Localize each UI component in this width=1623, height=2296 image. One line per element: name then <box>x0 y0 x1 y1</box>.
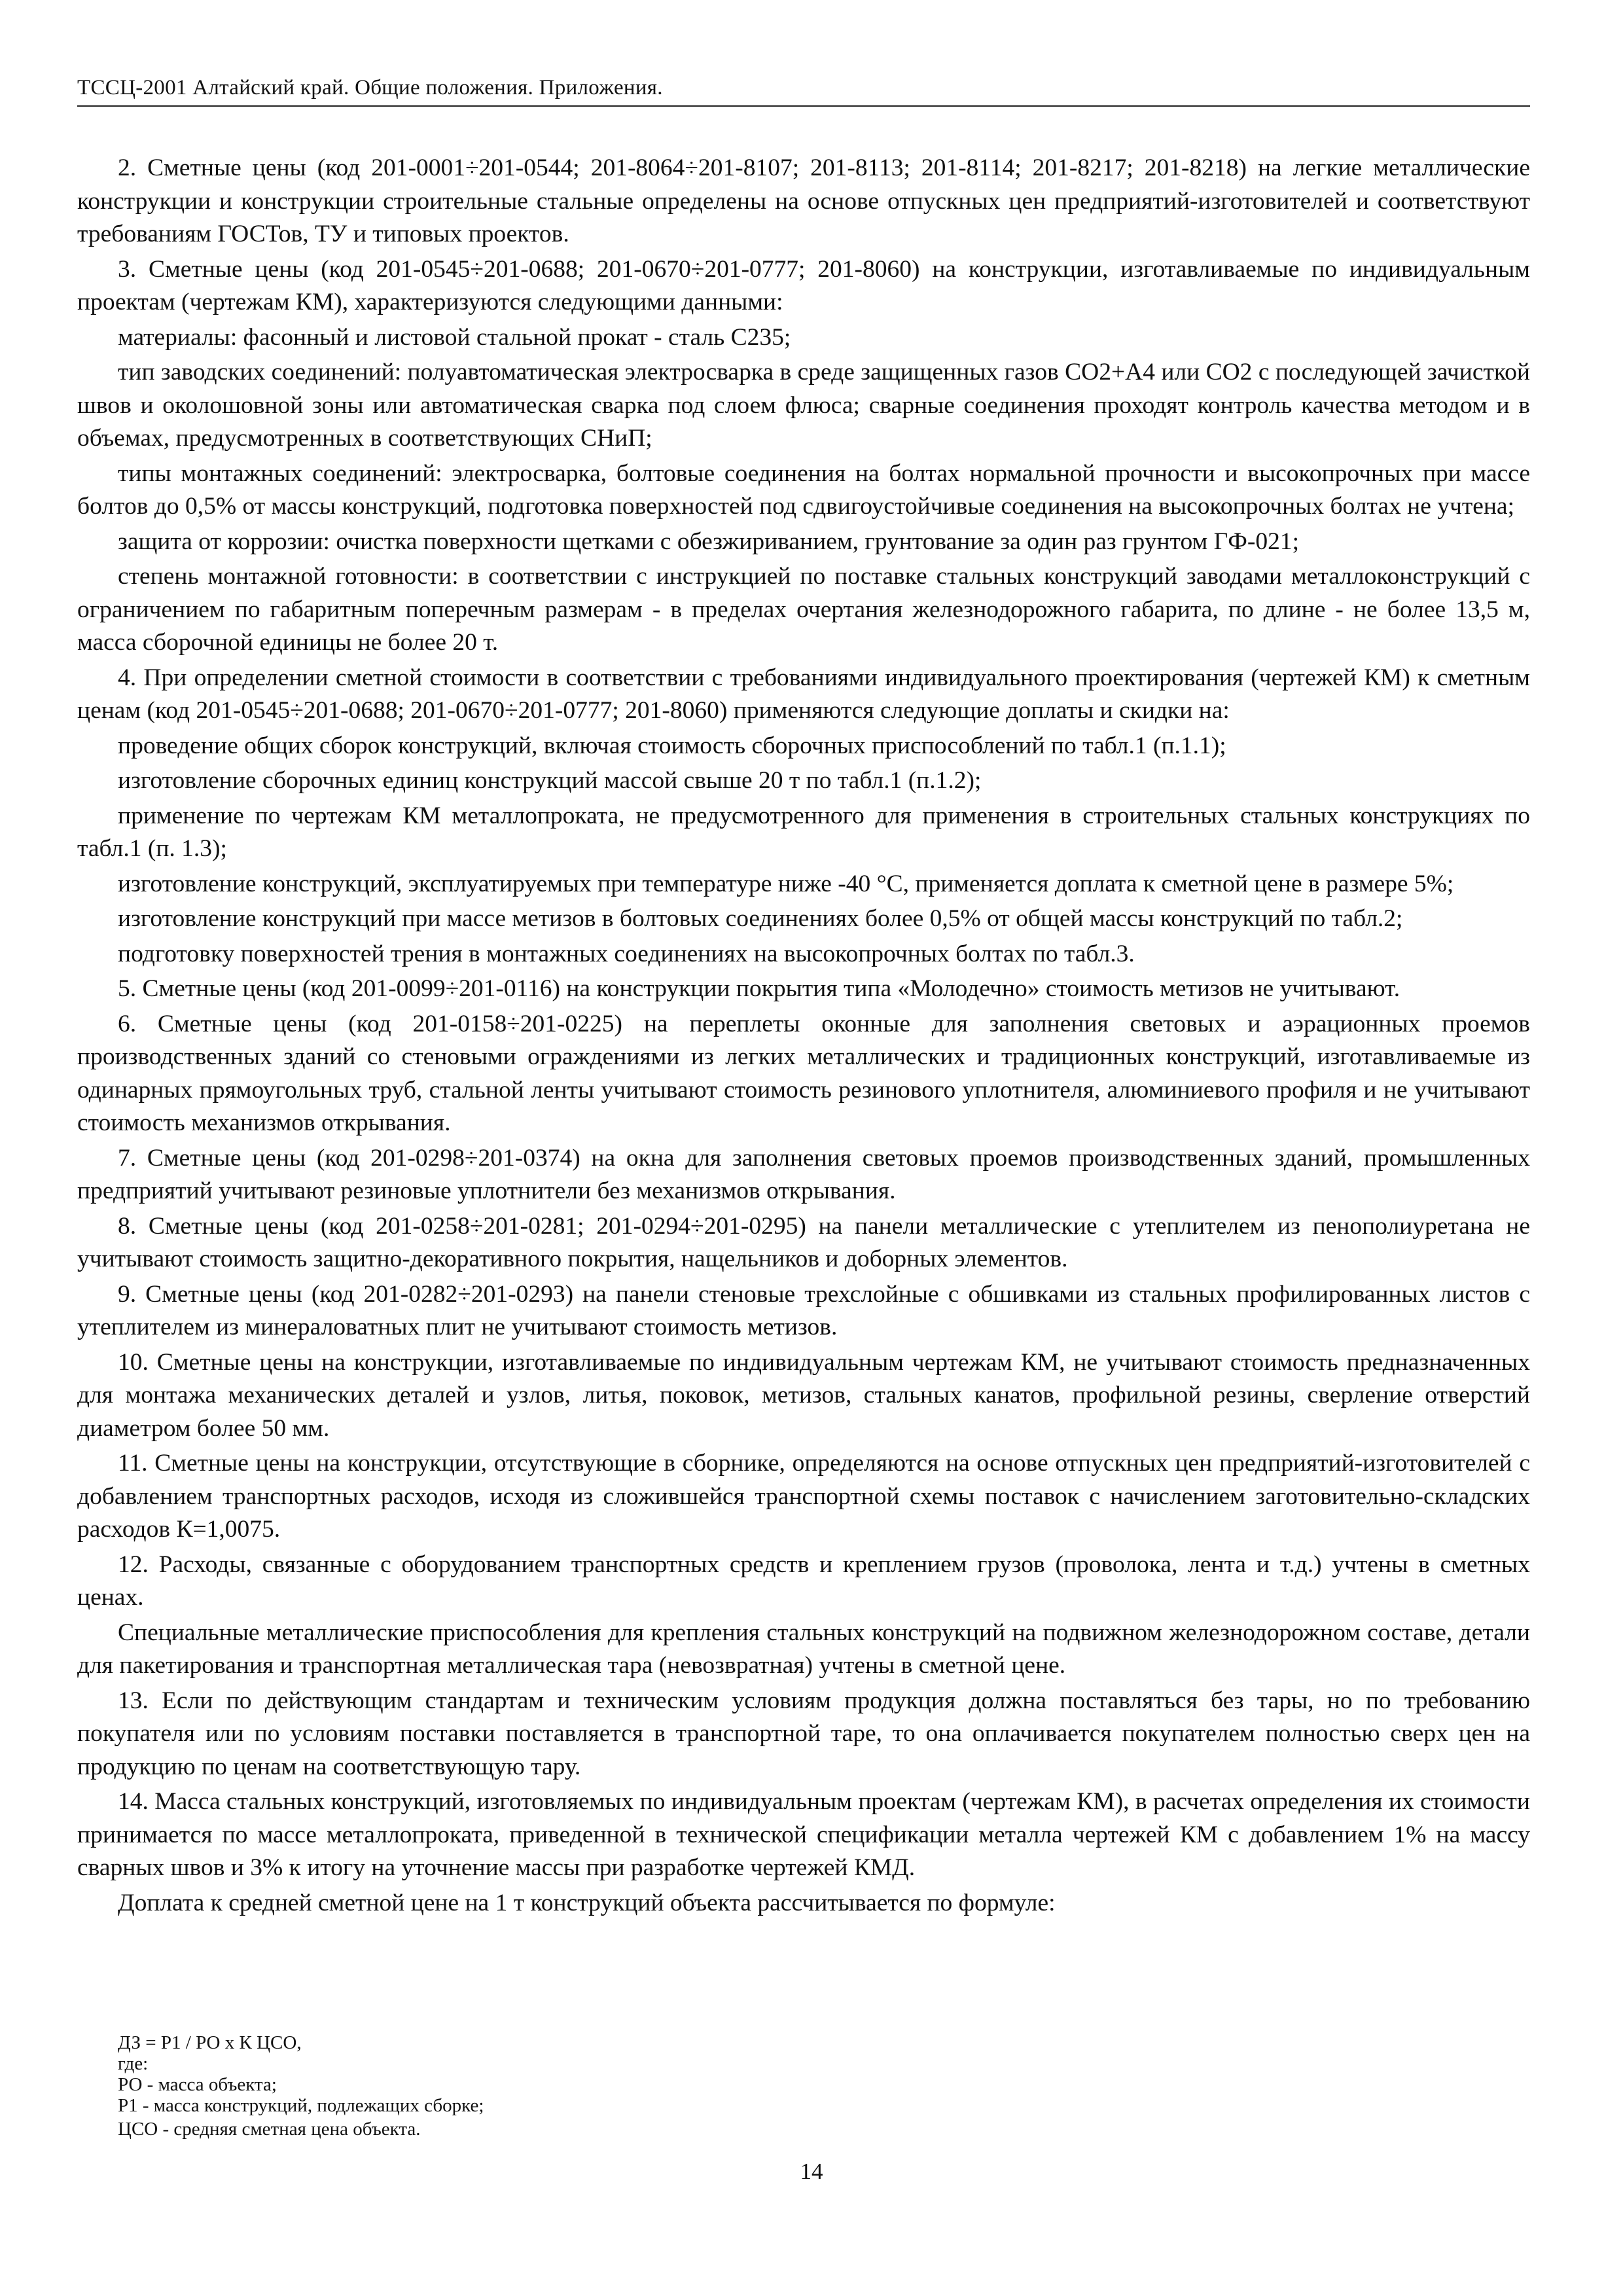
paragraph: 13. Если по действующим стандартам и техническим условиям продукция должна поставляться без тары, но по требованию покупателя или по условиям поставки поставляется в транспортной таре, то она оплачивается покупателем полностью сверх цен на продукцию по ценам на соответствующую тару. <box>77 1687 1530 1780</box>
paragraph: тип заводских соединений: полуавтоматическая электросварка в среде защищенных газов СО2+А4 или СО2 с последующей зачисткой швов и околошовной зоны или автоматическая сварка под слоем флюса; сварные соединения проходят контроль качества методом и в объемах, предусмотренных в соответствующих СНиП; <box>77 359 1530 452</box>
paragraph: 8. Сметные цены (код 201-0258÷201-0281; 201-0294÷201-0295) на панели металлические с утеплителем из пенополиуретана не учитывают стоимость защитно-декоративного покрытия, нащельников и доборных элементов. <box>77 1212 1530 1272</box>
paragraph: 11. Сметные цены на конструкции, отсутствующие в сборнике, определяются на основе отпускных цен предприятий-изготовителей с добавлением транспортных расходов, исходя из сложившейся транспортной схемы поставок с начислением заготовительно-складских расходов К=1,0075. <box>77 1450 1530 1543</box>
paragraph: изготовление сборочных единиц конструкций массой свыше 20 т по табл.1 (п.1.2); <box>118 767 982 794</box>
formula-expression: ДЗ = Р1 / РО х К ЦСО, <box>118 2032 302 2053</box>
paragraph: 2. Сметные цены (код 201-0001÷201-0544; 201-8064÷201-8107; 201-8113; 201-8114; 201-8217; 201-8218) на легкие металлические конструкции и конструкции строительные стальные определены на основе отпускных цен предприятий-изготовителей и соответствуют требованиям ГОСТов, ТУ и типовых проектов. <box>77 154 1530 247</box>
paragraph: подготовку поверхностей трения в монтажных соединениях на высокопрочных болтах по табл.3. <box>118 940 1135 967</box>
paragraph: материалы: фасонный и листовой стальной прокат - сталь С235; <box>118 323 791 351</box>
paragraph: степень монтажной готовности: в соответствии с инструкцией по поставке стальных конструкций заводами металлоконструкций с ограничением по габаритным поперечным размерам - в пределах очертания железнодорожного габарита, по длине - не более 13,5 м, масса сборочной единицы не более 20 т. <box>77 563 1530 656</box>
paragraph: изготовление конструкций, эксплуатируемых при температуре ниже -40 °С, применяется доплата к сметной цене в размере 5%; <box>118 870 1454 897</box>
paragraph: Специальные металлические приспособления для крепления стальных конструкций на подвижном железнодорожном составе, детали для пакетирования и транспортная металлическая тара (невозвратная) учтены в сметной цене. <box>77 1619 1530 1679</box>
paragraph: 6. Сметные цены (код 201-0158÷201-0225) на переплеты оконные для заполнения световых и аэрационных проемов производственных зданий со стеновыми ограждениями из легких металлических и традиционных конструкций, изготавливаемые из одинарных прямоугольных труб, стальной ленты учитывают стоимость резинового уплотнителя, алюминиевого профиля и не учитывают стоимость механизмов открывания. <box>77 1010 1530 1136</box>
formula-block <box>118 2032 1427 2140</box>
body-text <box>77 152 1530 1922</box>
formula-definition: РО - масса объекта; <box>118 2074 277 2095</box>
paragraph: 12. Расходы, связанные с оборудованием транспортных средств и креплением грузов (проволока, лента и т.д.) учтены в сметных ценах. <box>77 1551 1530 1611</box>
header-rule <box>77 105 1530 107</box>
formula-where: где: <box>118 2053 149 2074</box>
paragraph: 3. Сметные цены (код 201-0545÷201-0688; 201-0670÷201-0777; 201-8060) на конструкции, изготавливаемые по индивидуальным проектам (чертежам КМ), характеризуются следующими данными: <box>77 255 1530 315</box>
paragraph: 7. Сметные цены (код 201-0298÷201-0374) на окна для заполнения световых проемов производственных зданий, промышленных предприятий учитывают резиновые уплотнители без механизмов открывания. <box>77 1144 1530 1204</box>
running-header: ТССЦ-2001 Алтайский край. Общие положения. Приложения. <box>77 76 663 99</box>
paragraph: 4. При определении сметной стоимости в соответствии с требованиями индивидуального проектирования (чертежей КМ) к сметным ценам (код 201-0545÷201-0688; 201-0670÷201-0777; 201-8060) применяются следующие доплаты и скидки на: <box>77 664 1530 724</box>
paragraph: 5. Сметные цены (код 201-0099÷201-0116) на конструкции покрытия типа «Молодечно» стоимость метизов не учитывают. <box>118 975 1400 1002</box>
paragraph: Доплата к средней сметной цене на 1 т конструкций объекта рассчитывается по формуле: <box>118 1889 1056 1916</box>
formula-definition: ЦСО - средняя сметная цена объекта. <box>118 2119 421 2140</box>
paragraph: 14. Масса стальных конструкций, изготовляемых по индивидуальным проектам (чертежам КМ), в расчетах определения их стоимости принимается по массе металлопроката, приведенной в технической спецификации металла чертежей КМ с добавлением 1% на массу сварных швов и 3% к итогу на уточнение массы при разработке чертежей КМД. <box>77 1788 1530 1881</box>
paragraph: защита от коррозии: очистка поверхности щетками с обезжириванием, грунтование за один раз грунтом ГФ-021; <box>118 528 1300 555</box>
paragraph: 10. Сметные цены на конструкции, изготавливаемые по индивидуальным чертежам КМ, не учитывают стоимость предназначенных для монтажа механических деталей и узлов, литья, поковок, метизов, стальных канатов, профильной резины, сверление отверстий диаметром более 50 мм. <box>77 1348 1530 1442</box>
paragraph: 9. Сметные цены (код 201-0282÷201-0293) на панели стеновые трехслойные с обшивками из стальных профилированных листов с утеплителем из минераловатных плит не учитывают стоимость метизов. <box>77 1280 1530 1340</box>
paragraph: типы монтажных соединений: электросварка, болтовые соединения на болтах нормальной прочности и высокопрочных при массе болтов до 0,5% от массы конструкций, подготовка поверхностей под сдвигоустойчивые соединения на высокопрочных болтах не учтена; <box>77 459 1530 520</box>
paragraph: применение по чертежам КМ металлопроката, не предусмотренного для применения в строительных стальных конструкциях по табл.1 (п. 1.3); <box>77 802 1530 862</box>
formula-definition: Р1 - масса конструкций, подлежащих сборке; <box>118 2095 484 2116</box>
paragraph: проведение общих сборок конструкций, включая стоимость сборочных приспособлений по табл.1 (п.1.1); <box>118 732 1226 759</box>
page-number: 14 <box>800 2159 823 2184</box>
paragraph: изготовление конструкций при массе метизов в болтовых соединениях более 0,5% от общей массы конструкций по табл.2; <box>118 905 1403 932</box>
